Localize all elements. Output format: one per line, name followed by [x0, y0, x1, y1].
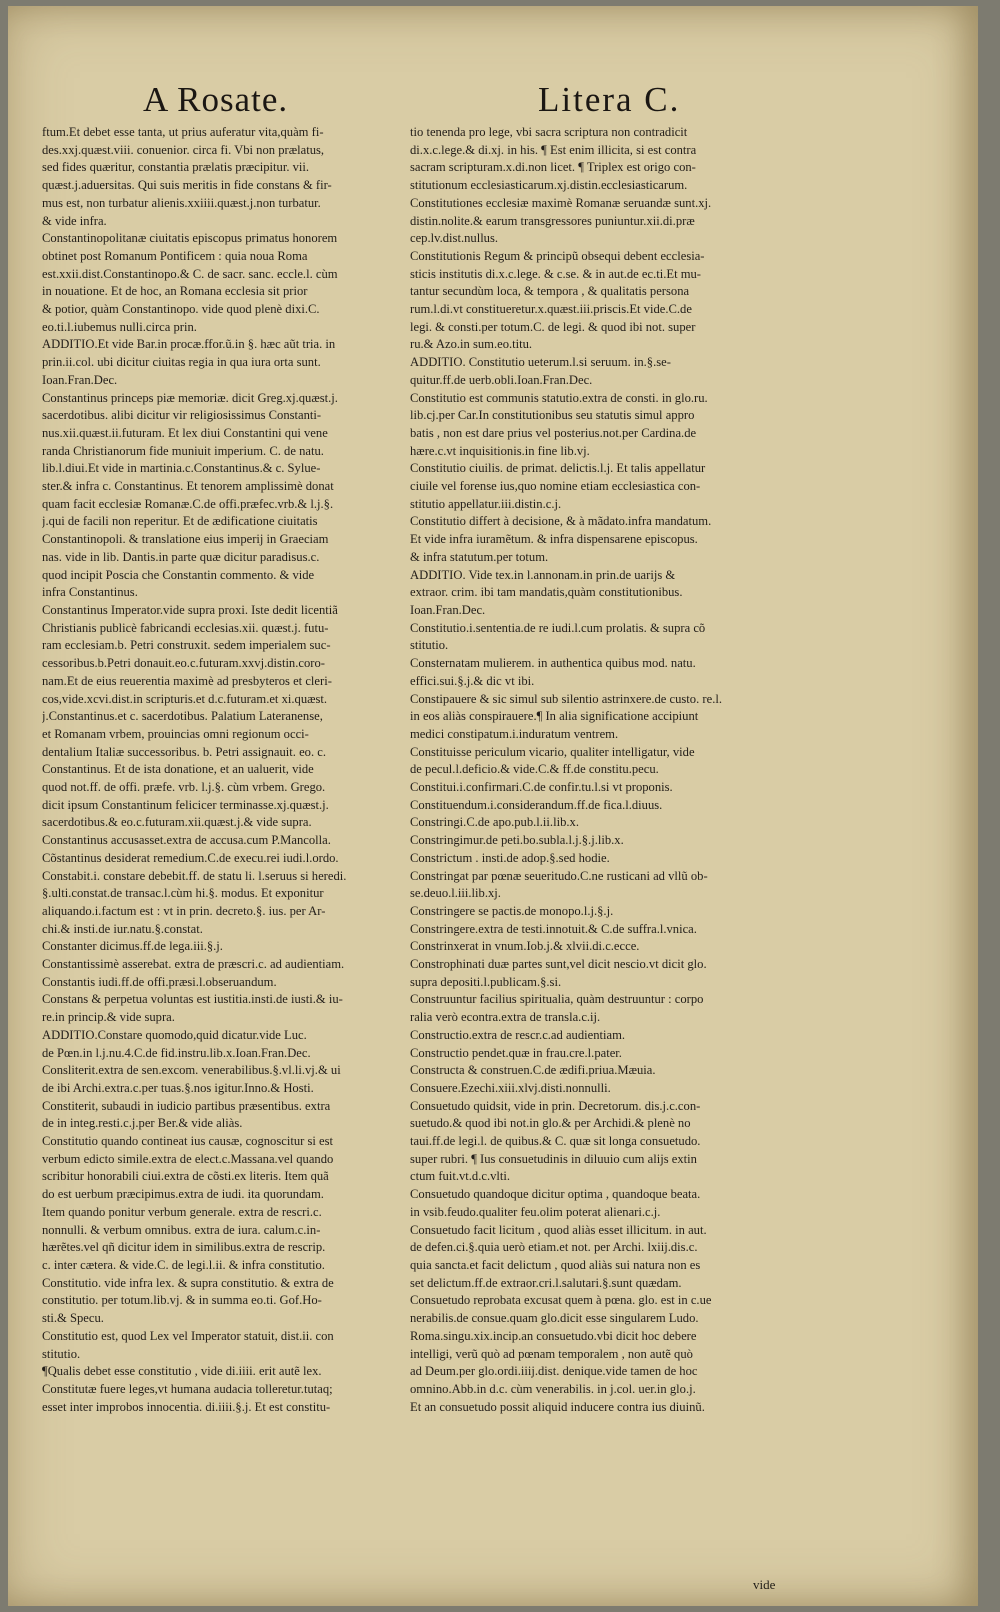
- text-line: Constitui.i.confirmari.C.de confir.tu.l.si vt proponis.: [410, 780, 673, 795]
- text-line: Cõstantinus desiderat remedium.C.de execu.rei iudi.l.ordo.: [42, 850, 339, 865]
- text-line: taui.ff.de legi.l. de quibus.& C. quæ sit longa consuetudo.: [410, 1134, 701, 1149]
- text-line: constitutio. per totum.lib.vj. & in summa eo.ti. Gof.Ho-: [42, 1293, 322, 1308]
- text-line: Constrinxerat in vnum.Iob.j.& xlvii.di.c.ecce.: [410, 939, 640, 954]
- text-line: cos,vide.xcvi.dist.in scripturis.et d.c.futuram.et xi.quæst.: [42, 691, 328, 706]
- catchword: vide: [753, 1577, 776, 1592]
- text-line: lib.cj.per Car.In constitutionibus seu statutis simul appro: [410, 408, 695, 423]
- text-line: re.in princip.& vide supra.: [42, 1010, 175, 1025]
- text-line: Constantinus princeps piæ memoriæ. dicit Greg.xj.quæst.j.: [42, 390, 338, 405]
- text-line: ram ecclesiam.b. Petri construxit. sedem imperialem suc-: [42, 638, 331, 653]
- text-line: Constantis iudi.ff.de offi.præsi.l.obseruandum.: [42, 974, 277, 989]
- text-line: Constabit.i. constare debebit.ff. de statu li. l.seruus si heredi.: [42, 868, 347, 883]
- text-line: Christianis publicè fabricandi ecclesias.xii. quæst.j. futu-: [42, 620, 329, 635]
- text-line: obtinet post Romanum Pontificem : quia noua Roma: [42, 248, 308, 263]
- text-line: in eos aliàs conspirauere.¶ In alia significatione accipiunt: [410, 709, 699, 724]
- text-line: aliquando.i.factum est : vt in prin. decreto.§. ius. per Ar-: [42, 903, 326, 918]
- text-line: in vsib.feudo.qualiter feu.olim poterat alienari.c.j.: [410, 1204, 661, 1219]
- header-left-title: A Rosate.: [143, 80, 289, 119]
- text-line: Constitutio quando contineat ius causæ, cognoscitur si est: [42, 1134, 334, 1149]
- text-line: super rubri. ¶ Ius consuetudinis in diluuio cum alijs extin: [410, 1151, 697, 1166]
- text-line: de in integ.resti.c.j.per Ber.& vide aliàs.: [42, 1116, 243, 1131]
- text-line: quæst.j.aduersitas. Qui suis meritis in fide constans & fir-: [42, 178, 332, 193]
- text-line: Consuetudo quidsit, vide in prin. Decretorum. dis.j.c.con-: [410, 1098, 701, 1113]
- text-line: Item quando ponitur verbum generale. extra de rescri.c.: [42, 1204, 322, 1219]
- text-line: verbum edicto simile.extra de elect.c.Massana.vel quando: [42, 1151, 334, 1166]
- text-line: lib.l.diui.Et vide in martinia.c.Constantinus.& c. Sylue-: [42, 461, 321, 476]
- text-line: Constantissimè asserebat. extra de præscri.c. ad audientiam.: [42, 957, 345, 972]
- text-line: Constructa & construen.C.de ædifi.priua.Mæuia.: [410, 1063, 656, 1078]
- text-line: Constitutæ fuere leges,vt humana audacia tolleretur.tutaq;: [42, 1381, 333, 1396]
- text-line: j.Constantinus.et c. sacerdotibus. Palatium Lateranense,: [42, 709, 323, 724]
- text-line: batis , non est dare prius vel posterius.not.per Cardina.de: [410, 425, 697, 440]
- text-line: Constantinus Imperator.vide supra proxi. Iste dedit licentiã: [42, 602, 338, 617]
- text-line: quam facit ecclesiæ Romanæ.C.de offi.præfec.vrb.& l.j.§.: [42, 496, 334, 511]
- text-line: Constantinopolitanæ ciuitatis episcopus primatus honorem: [42, 231, 338, 246]
- text-line: hærẽtes.vel qñ dicitur idem in similibus.extra de rescrip.: [42, 1240, 326, 1255]
- text-line: infra Constantinus.: [42, 585, 138, 600]
- text-line: & potior, quàm Constantinopo. vide quod plenè dixi.C.: [42, 302, 320, 317]
- text-line: Constiterit, subaudi in iudicio partibus præsentibus. extra: [42, 1098, 331, 1113]
- text-line: Constantinus. Et de ista donatione, et an ualuerit, vide: [42, 762, 314, 777]
- text-line: & vide infra.: [42, 213, 107, 228]
- text-line: Constitutio.i.sententia.de re iudi.l.cum prolatis. & supra cõ: [410, 620, 706, 635]
- text-line: Constans & perpetua voluntas est iustitia.insti.de iusti.& iu-: [42, 992, 343, 1007]
- text-line: extraor. crim. ibi tam mandatis,quàm constitutionibus.: [410, 585, 683, 600]
- text-line: ftum.Et debet esse tanta, ut prius auferatur vita,quàm fi-: [42, 125, 324, 139]
- text-line: Consuere.Ezechi.xiii.xlvj.disti.nonnulli.: [410, 1080, 611, 1095]
- text-line: ru.& Azo.in sum.eo.titu.: [410, 337, 533, 352]
- text-line: supra depositi.l.publicam.§.si.: [410, 974, 562, 989]
- text-line: Constituisse periculum vicario, qualiter intelligatur, vide: [410, 744, 695, 759]
- text-line: Constructio.extra de rescr.c.ad audientiam.: [410, 1027, 626, 1042]
- text-line: Consuetudo quandoque dicitur optima , quandoque beata.: [410, 1187, 701, 1202]
- text-line: Constituendum.i.considerandum.ff.de fica.l.diuus.: [410, 797, 663, 812]
- text-line: quitur.ff.de uerb.obli.Ioan.Fran.Dec.: [410, 372, 593, 387]
- text-line: ctum fuit.vt.d.c.vlti.: [410, 1169, 511, 1184]
- text-line: Constitutiones ecclesiæ maximè Romanæ seruandæ sunt.xj.: [410, 195, 712, 210]
- text-line: omnino.Abb.in d.c. cùm venerabilis. in j.col. uer.in glo.j.: [410, 1381, 696, 1396]
- text-line: mus est, non turbatur alienis.xxiiii.quæst.j.non turbatur.: [42, 195, 321, 210]
- left-column: [42, 124, 410, 1416]
- text-line: sacerdotibus. alibi dicitur vir religiosissimus Constanti-: [42, 408, 322, 423]
- book-page: [8, 6, 978, 1606]
- text-line: de pecul.l.deficio.& vide.C.& ff.de constitu.pecu.: [410, 762, 659, 777]
- text-line: Constrictum . insti.de adop.§.sed hodie.: [410, 850, 610, 865]
- text-line: Consternatam mulierem. in authentica quibus mod. natu.: [410, 656, 696, 671]
- text-line: de Pœn.in l.j.nu.4.C.de fid.instru.lib.x.Ioan.Fran.Dec.: [42, 1045, 311, 1060]
- running-header: [8, 80, 978, 130]
- text-line: medici constipatum.i.induratum ventrem.: [410, 726, 619, 741]
- text-line: c. inter cætera. & vide.C. de legi.l.ii. & infra constitutio.: [42, 1258, 325, 1272]
- text-line: sed fides quæritur, constantia prælatis præcipitur. vii.: [42, 160, 310, 175]
- text-line: in nouatione. Et de hoc, an Romana ecclesia sit prior: [42, 284, 308, 299]
- text-line: Constringat par pœnæ seueritudo.C.ne rusticani ad vllũ ob-: [410, 868, 708, 883]
- text-line: chi.& insti.de iur.natu.§.constat.: [42, 921, 203, 936]
- text-line: nonnulli. & verbum omnibus. extra de iura. calum.c.in-: [42, 1222, 321, 1237]
- text-line: Constitutio ciuilis. de primat. delictis.l.j. Et talis appellatur: [410, 461, 706, 476]
- header-right-title: Litera C.: [538, 80, 681, 119]
- text-line: Consuetudo reprobata excusat quem à pœna. glo. est in c.ue: [410, 1293, 712, 1308]
- text-line: Constantinus accusasset.extra de accusa.cum P.Mancolla.: [42, 833, 331, 848]
- text-line: j.qui de facili non reperitur. Et de ædificatione ciuitatis: [42, 514, 318, 529]
- text-line: Constitutionis Regum & principũ obsequi debent ecclesia-: [410, 248, 705, 263]
- text-line: Constitutio differt à decisione, & à mãdato.infra mandatum.: [410, 514, 712, 529]
- text-line: hære.c.vt inquisitionis.in fine lib.vj.: [410, 443, 590, 458]
- text-line: quia sancta.et facit delictum , quod aliàs sui natura non es: [410, 1258, 701, 1272]
- text-line: cessoribus.b.Petri donauit.eo.c.futuram.xxvj.distin.coro-: [42, 656, 325, 671]
- text-line: suetudo.& quod ibi not.in glo.& per Archidi.& plenè no: [410, 1116, 691, 1131]
- text-line: quod incipit Poscia che Constantin commento. & vide: [42, 567, 315, 582]
- text-line: stitutio.: [410, 638, 449, 653]
- text-line: Roma.singu.xix.incip.an consuetudo.vbi dicit hoc debere: [410, 1328, 697, 1343]
- text-line: ciuile vel forense ius,quo nomine etiam ecclesiastica con-: [410, 479, 701, 494]
- text-line: nus.xii.quæst.ii.futuram. Et lex diui Constantini qui vene: [42, 425, 328, 440]
- text-line: tantur secundùm loca, & tempora , & qualitatis persona: [410, 284, 690, 299]
- text-line: rum.l.di.vt constitueretur.x.quæst.iii.priscis.Et vide.C.de: [410, 302, 692, 317]
- text-line: sticis institutis di.x.c.lege. & c.se. & in aut.de ec.ti.Et mu-: [410, 266, 702, 281]
- text-line: Constructio pendet.quæ in frau.cre.l.pater.: [410, 1045, 622, 1060]
- text-line: Constanter dicimus.ff.de lega.iii.§.j.: [42, 939, 223, 954]
- text-line: scribitur honorabili ciui.extra de cõsti.ex literis. Item quã: [42, 1169, 329, 1184]
- text-line: Constitutio est communis statutio.extra de consti. in glo.ru.: [410, 390, 708, 405]
- text-line: tio tenenda pro lege, vbi sacra scriptura non contradicit: [410, 125, 688, 139]
- text-line: Et an consuetudo possit aliquid inducere contra ius diuinũ.: [410, 1399, 705, 1414]
- text-line: nam.Et de eius reuerentia maximè ad presbyteros et cleri-: [42, 673, 332, 688]
- text-line: Constringere.extra de testi.innotuit.& C.de suffra.l.vnica.: [410, 921, 697, 936]
- text-line: §.ulti.constat.de transac.l.cùm hi.§. modus. Et exponitur: [42, 886, 324, 901]
- text-line: sti.& Specu.: [42, 1311, 104, 1326]
- text-line: ralia verò econtra.extra de transla.c.ij.: [410, 1010, 601, 1025]
- text-line: stitutionum ecclesiasticarum.xj.distin.ecclesiasticarum.: [410, 178, 688, 193]
- text-line: stitutio appellatur.iii.distin.c.j.: [410, 496, 562, 511]
- text-line: de ibi Archi.extra.c.per tuas.§.nos igitur.Inno.& Hosti.: [42, 1080, 314, 1095]
- text-line: nerabilis.de consue.quam glo.dicit esse singularem Ludo.: [410, 1311, 699, 1326]
- text-line: do est uerbum præcipimus.extra de iudi. ita quorundam.: [42, 1187, 324, 1202]
- text-line: Constringi.C.de apo.pub.l.ii.lib.x.: [410, 815, 579, 830]
- text-line: ad Deum.per glo.ordi.iiij.dist. denique.vide tamen de hoc: [410, 1364, 698, 1379]
- text-line: Constitutio est, quod Lex vel Imperator statuit, dist.ii. con: [42, 1328, 334, 1343]
- text-line: & infra statutum.per totum.: [410, 549, 549, 564]
- text-line: di.x.c.lege.& di.xj. in his. ¶ Est enim illicita, si est contra: [410, 142, 697, 157]
- text-line: Constitutio. vide infra lex. & supra constitutio. & extra de: [42, 1275, 334, 1290]
- text-line: est.xxii.dist.Constantinopo.& C. de sacr. sanc. eccle.l. cùm: [42, 266, 338, 281]
- text-line: dentalium Italiæ successoribus. b. Petri assignauit. eo. c.: [42, 744, 327, 759]
- text-line: set delictum.ff.de extraor.cri.l.salutari.§.sunt quædam.: [410, 1275, 682, 1290]
- text-line: des.xxj.quæst.viii. conuenior. circa fi. Vbi non prælatus,: [42, 142, 325, 157]
- text-line: cep.lv.dist.nullus.: [410, 231, 499, 246]
- text-line: Ioan.Fran.Dec.: [410, 602, 486, 617]
- text-line: se.deuo.l.iii.lib.xj.: [410, 886, 501, 901]
- text-line: Constringimur.de peti.bo.subla.l.j.§.j.lib.x.: [410, 833, 624, 848]
- text-line: quod not.ff. de offi. præfe. vrb. l.j.§. cùm vrbem. Grego.: [42, 780, 326, 795]
- text-line: nas. vide in lib. Dantis.in parte quæ dicitur paradisus.c.: [42, 549, 320, 564]
- text-line: intelligi, verũ quò ad pœnam temporalem , non autẽ quò: [410, 1346, 693, 1361]
- text-line: Constantinopoli. & translatione eius imperij in Graeciam: [42, 532, 329, 547]
- text-line: Constipauere & sic simul sub silentio astrinxere.de custo. re.l.: [410, 691, 722, 706]
- text-line: stitutio.: [42, 1346, 81, 1361]
- text-line: Ioan.Fran.Dec.: [42, 372, 118, 387]
- text-line: Construuntur facilius spiritualia, quàm destruuntur : corpo: [410, 992, 704, 1007]
- text-line: sacram scripturam.x.di.non licet. ¶ Triplex est origo con-: [410, 160, 696, 175]
- text-line: de defen.ci.§.quia uerò etiam.et not. per Archi. lxiij.dis.c.: [410, 1240, 698, 1255]
- text-line: ster.& infra c. Constantinus. Et tenorem amplissimè donat: [42, 479, 334, 494]
- text-line: ADDITIO.Constare quomodo,quid dicatur.vide Luc.: [42, 1027, 307, 1042]
- text-line: sacerdotibus.& eo.c.futuram.xii.quæst.j.& vide supra.: [42, 815, 312, 830]
- text-line: Constrophinati duæ partes sunt,vel dicit nescio.vt dicit glo.: [410, 957, 707, 972]
- text-line: distin.nolite.& earum transgressores puniuntur.xii.di.præ: [410, 213, 695, 228]
- text-line: legi. & consti.per totum.C. de legi. & quod ibi not. super: [410, 319, 696, 334]
- text-line: Consliterit.extra de sen.excom. venerabilibus.§.vl.li.vj.& ui: [42, 1063, 341, 1078]
- text-line: prin.ii.col. ubi dicitur ciuitas regia in qua iura orta sunt.: [42, 355, 321, 370]
- text-line: ¶Qualis debet esse constitutio , vide di.iiii. erit autẽ lex.: [42, 1364, 322, 1379]
- text-line: randa Christianorum fide muniuit imperium. C. de natu.: [42, 443, 324, 458]
- text-line: effici.sui.§.j.& dic vt ibi.: [410, 673, 535, 688]
- text-line: ADDITIO.Et vide Bar.in procæ.ffor.ũ.in §. hæc aũt tria. in: [42, 337, 336, 352]
- text-line: Constringere se pactis.de monopo.l.j.§.j.: [410, 903, 614, 918]
- text-line: ADDITIO. Constitutio ueterum.l.si seruum. in.§.se-: [410, 355, 671, 370]
- text-line: Consuetudo facit licitum , quod aliàs esset illicitum. in aut.: [410, 1222, 707, 1237]
- text-line: Et vide infra iuramẽtum. & infra dispensarene episcopus.: [410, 532, 698, 547]
- text-line: dicit ipsum Constantinum felicicer terminasse.xj.quæst.j.: [42, 797, 329, 812]
- text-line: esset inter improbos innocentia. di.iiii.§.j. Et est constitu-: [42, 1399, 331, 1414]
- text-line: eo.ti.l.iubemus nulli.circa prin.: [42, 319, 197, 334]
- text-line: ADDITIO. Vide tex.in l.annonam.in prin.de uarijs &: [410, 567, 676, 582]
- right-column: [410, 124, 832, 1416]
- text-line: et Romanam vrbem, prouincias omni regionum occi-: [42, 726, 309, 741]
